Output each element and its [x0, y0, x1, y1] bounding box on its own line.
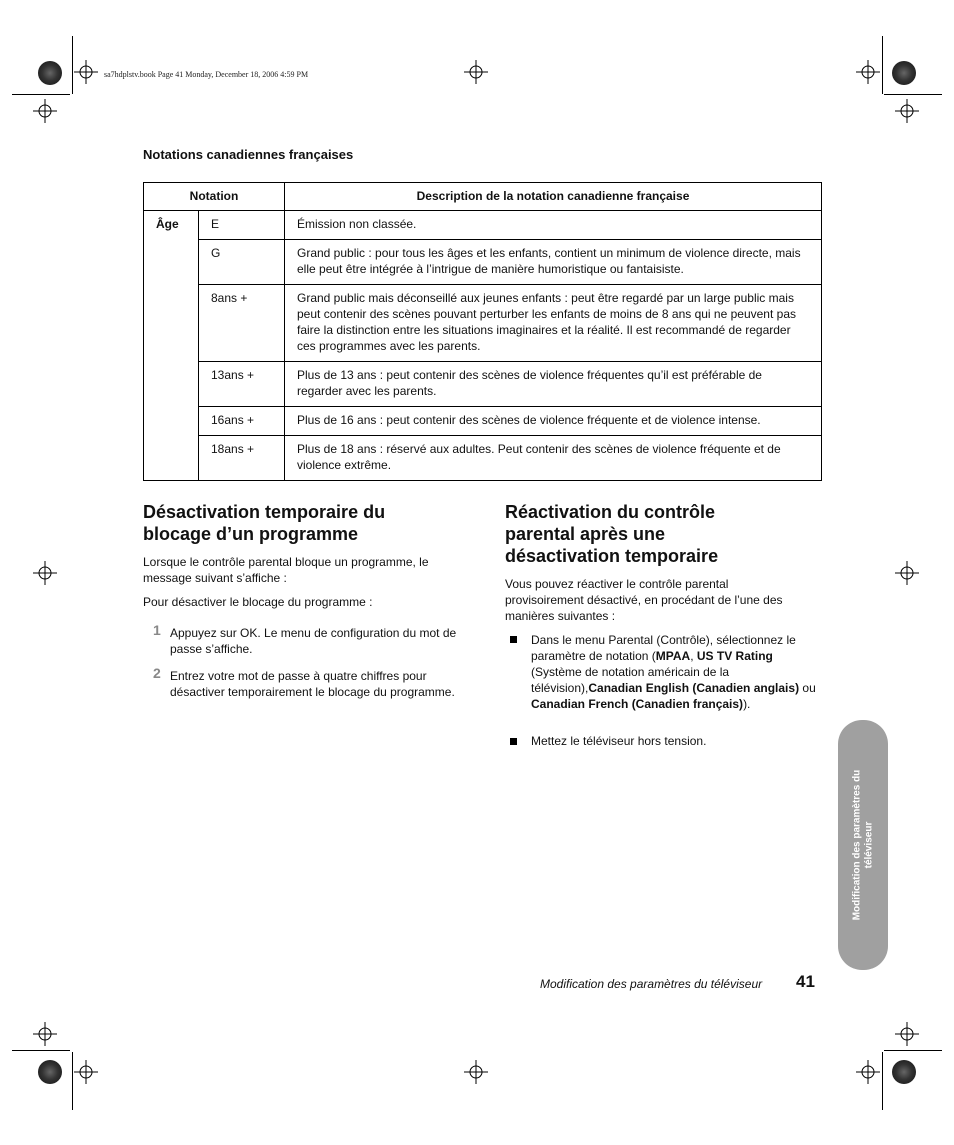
- chapter-side-tab-label: [838, 720, 888, 970]
- rating-code: 13ans +: [199, 362, 285, 407]
- registration-crosshair-icon: [895, 561, 919, 585]
- registration-crosshair-icon: [74, 60, 98, 84]
- table-row: [144, 211, 822, 240]
- registration-crosshair-icon: [856, 60, 880, 84]
- rating-description: Émission non classée.: [285, 211, 822, 240]
- step-text: Appuyez sur OK. Le menu de configuration du mot de passe s’affiche.: [170, 626, 457, 656]
- step-number: 1: [153, 622, 161, 638]
- step-number: 2: [153, 665, 161, 681]
- registration-crosshair-icon: [464, 1060, 488, 1084]
- registration-crosshair-icon: [33, 99, 57, 123]
- bullet-bold-text: MPAA: [655, 649, 691, 663]
- table-row: [144, 362, 822, 407]
- bullet-square-icon: [510, 738, 517, 745]
- registration-crosshair-icon: [74, 1060, 98, 1084]
- bullet-text: ).: [743, 697, 751, 711]
- table-header-row: [144, 183, 822, 211]
- table-row: [144, 240, 822, 285]
- rating-description: Plus de 13 ans : peut contenir des scènes de violence fréquentes qu’il est préférable de regarder avec les parents.: [285, 362, 822, 407]
- step-text: Entrez votre mot de passe à quatre chiffres pour désactiver temporairement le blocage du programme.: [170, 669, 455, 699]
- age-group-label: Âge: [144, 211, 199, 481]
- rating-code: G: [199, 240, 285, 285]
- registration-crosshair-icon: [895, 1022, 919, 1046]
- column-header-description: Description de la notation canadienne française: [285, 183, 822, 211]
- right-section-heading: Réactivation du contrôle parental après une désactivation temporaire: [505, 502, 719, 566]
- bullet-item: [531, 632, 821, 712]
- bullet-text: ou: [799, 681, 816, 695]
- print-header: sa7hdplstv.book Page 41 Monday, December 18, 2006 4:59 PM: [104, 70, 309, 79]
- bullet-bold-text: Canadian French (Canadien français): [531, 697, 744, 711]
- left-lead-paragraph: Pour désactiver le blocage du programme :: [143, 595, 373, 609]
- registration-crosshair-icon: [33, 561, 57, 585]
- registration-crosshair-icon: [895, 99, 919, 123]
- rating-code: E: [199, 211, 285, 240]
- ratings-table: [143, 182, 822, 481]
- footer-chapter-title: Modification des paramètres du téléviseur: [540, 977, 763, 991]
- left-section-heading: Désactivation temporaire du blocage d’un programme: [143, 502, 386, 544]
- registration-disc-icon: [38, 61, 62, 85]
- left-intro-paragraph: Lorsque le contrôle parental bloque un programme, le message suivant s’affiche :: [143, 555, 429, 585]
- bullet-item: Mettez le téléviseur hors tension.: [531, 734, 707, 748]
- side-tab-line: Modification des paramètres du: [851, 769, 862, 921]
- rating-description: Plus de 18 ans : réservé aux adultes. Peut contenir des scènes de violence fréquente et de violence extrême.: [285, 436, 822, 481]
- registration-disc-icon: [892, 61, 916, 85]
- bullet-square-icon: [510, 636, 517, 643]
- registration-disc-icon: [38, 1060, 62, 1084]
- ratings-section-title: Notations canadiennes françaises: [143, 147, 354, 162]
- table-row: [144, 285, 822, 362]
- bullet-text: (Système de notation américain de la télévision),: [531, 665, 730, 695]
- bullet-text: Dans le menu Parental (Contrôle), sélectionnez le paramètre de notation (: [531, 633, 796, 663]
- registration-disc-icon: [892, 1060, 916, 1084]
- rating-code: 16ans +: [199, 407, 285, 436]
- table-row: [144, 407, 822, 436]
- bullet-bold-text: US TV Rating: [696, 649, 773, 663]
- rating-code: 18ans +: [199, 436, 285, 481]
- bullet-text: ,: [690, 649, 697, 663]
- page-number: 41: [796, 972, 815, 991]
- registration-crosshair-icon: [856, 1060, 880, 1084]
- registration-crosshair-icon: [33, 1022, 57, 1046]
- rating-description: Grand public mais déconseillé aux jeunes enfants : peut être regardé par un large public mais peut contenir des scènes pouvant perturber les enfants de moins de 8 ans qui ne peuvent pas faire la distinction entre les situations imaginaires et la réalité. Il est recommandé de regarder ces programmes avec les parents.: [285, 285, 822, 362]
- rating-description: Plus de 16 ans : peut contenir des scènes de violence fréquente et de violence intense.: [285, 407, 822, 436]
- side-tab-line: téléviseur: [863, 821, 874, 869]
- rating-description: Grand public : pour tous les âges et les enfants, contient un minimum de violence directe, mais elle peut être intégrée à l’intrigue de manière humoristique ou fantaisiste.: [285, 240, 822, 285]
- table-row: [144, 436, 822, 481]
- column-header-notation: Notation: [144, 183, 285, 211]
- right-intro-paragraph: Vous pouvez réactiver le contrôle parental provisoirement désactivé, en procédant de l’une des manières suivantes :: [505, 577, 783, 623]
- bullet-bold-text: Canadian English (Canadien anglais): [588, 681, 800, 695]
- rating-code: 8ans +: [199, 285, 285, 362]
- registration-crosshair-icon: [464, 60, 488, 84]
